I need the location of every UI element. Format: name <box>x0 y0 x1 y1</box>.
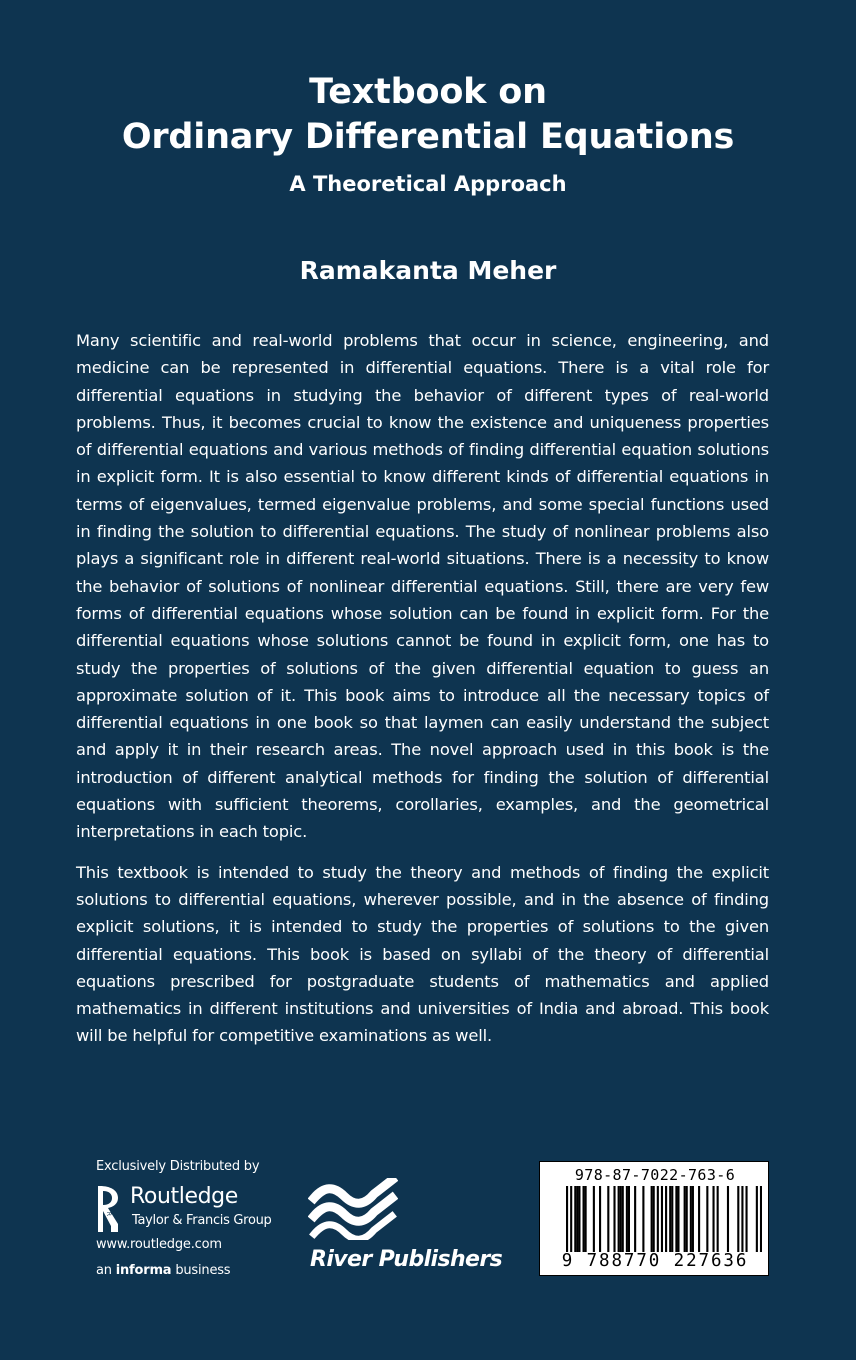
barcode-bar <box>576 1186 578 1252</box>
river-waves-icon <box>308 1178 398 1240</box>
distributor-label: Exclusively Distributed by <box>96 1159 260 1174</box>
barcode-bar <box>760 1186 762 1252</box>
barcode-bar <box>686 1186 688 1252</box>
barcode-bar <box>607 1186 609 1252</box>
barcode-bar <box>669 1186 671 1252</box>
barcode-bar <box>570 1186 572 1252</box>
barcode-bar <box>626 1186 628 1252</box>
informa-bold: informa <box>115 1263 172 1278</box>
barcode-bar <box>620 1186 622 1252</box>
barcode-bar <box>684 1186 686 1252</box>
barcode-bar <box>585 1186 587 1252</box>
barcode-bar <box>653 1186 655 1252</box>
barcode-bar <box>618 1186 620 1252</box>
distributor-block <box>96 1158 296 1280</box>
book-subtitle: A Theoretical Approach <box>289 172 567 196</box>
barcode-bar <box>706 1186 708 1252</box>
barcode-bar <box>665 1186 667 1252</box>
informa-line <box>96 1262 296 1280</box>
barcode-bars <box>566 1186 762 1252</box>
svg-text:R: R <box>105 1211 112 1217</box>
barcode-bar <box>599 1186 601 1252</box>
publisher-name: River Publishers <box>310 1247 503 1272</box>
barcode-bar <box>578 1186 580 1252</box>
title-line-2: Ordinary Differential Equations <box>121 117 735 157</box>
barcode-bar <box>583 1186 585 1252</box>
barcode-bar <box>671 1186 673 1252</box>
informa-prefix: an <box>96 1263 116 1278</box>
title-line-1: Textbook on <box>309 72 547 112</box>
routledge-group: Taylor & Francis Group <box>132 1213 272 1228</box>
routledge-logo-icon <box>96 1184 122 1234</box>
barcode-bar <box>756 1186 758 1252</box>
barcode-bar <box>593 1186 595 1252</box>
informa-suffix: business <box>171 1263 231 1278</box>
barcode-bar <box>657 1186 659 1252</box>
isbn-number: 978-87-7022-763-6 <box>574 1166 736 1184</box>
barcode-bar <box>712 1186 714 1252</box>
blurb-paragraph-2: This textbook is intended to study the theory and methods of finding the explicit solutions to differential equations, wherever possible, and in the absence of finding explicit solutions, it is intended to study the properties of solutions to the given differential equations. This book is based on syllabi of the theory of differential equations prescribed for postgraduate students of mathematics and applied mathematics in different institutions and universities of India and abroad. This book will be helpful for competitive examinations as well. <box>76 862 769 1046</box>
barcode-bar <box>613 1186 615 1252</box>
barcode-bar <box>628 1186 630 1252</box>
barcode-bar <box>622 1186 624 1252</box>
barcode-bar <box>566 1186 568 1252</box>
barcode-bar <box>692 1186 694 1252</box>
barcode-bar <box>651 1186 653 1252</box>
author-name: Ramakanta Meher <box>299 256 557 285</box>
barcode-bar <box>737 1186 739 1252</box>
publisher-block <box>308 1178 523 1278</box>
barcode-bar <box>698 1186 700 1252</box>
barcode-bar <box>677 1186 679 1252</box>
barcode-bar <box>717 1186 719 1252</box>
routledge-logo-group <box>96 1184 296 1234</box>
barcode-bar <box>741 1186 743 1252</box>
isbn-barcode <box>539 1161 769 1276</box>
barcode-bar <box>661 1186 663 1252</box>
barcode-bar <box>690 1186 692 1252</box>
routledge-name: Routledge <box>130 1184 238 1209</box>
blurb <box>76 327 769 1050</box>
barcode-bar <box>574 1186 576 1252</box>
barcode-bar <box>675 1186 677 1252</box>
blurb-paragraph-1: Many scientific and real-world problems that occur in science, engineering, and medicine can be represented in differential equations. There is a vital role for differential equations in studying the behavior of different types of real-world problems. Thus, it becomes crucial to know the existence and uniqueness properties of differential equations and various methods of finding differential equation solutions in explicit form. It is also essential to know different kinds of differential equations in terms of eigenvalues, termed eigenvalue problems, and some special functions used in finding the solution to differential equations. The study of nonlinear problems also plays a significant role in different real-world situations. There is a necessity to know the behavior of solutions of nonlinear differential equations. Still, there are very few forms of differential equations whose solution can be found in explicit form. For the differential equations whose solutions cannot be found in explicit form, one has to study the properties of solutions of the given differential equation to guess an approximate solution of it. This book aims to introduce all the necessary topics of differential equations in one book so that laymen can easily understand the subject and apply it in their research areas. The novel approach used in this book is the introduction of different analytical methods for finding the solution of differential equations with sufficient theorems, corollaries, examples, and the geometrical interpretations in each topic. <box>76 331 769 842</box>
barcode-bar <box>642 1186 644 1252</box>
barcode-bar <box>727 1186 729 1252</box>
barcode-bar <box>745 1186 747 1252</box>
barcode-bar <box>634 1186 636 1252</box>
routledge-url: www.routledge.com <box>96 1237 222 1252</box>
book-title <box>0 70 856 160</box>
barcode-digits: 9 788770 227636 <box>561 1251 749 1271</box>
